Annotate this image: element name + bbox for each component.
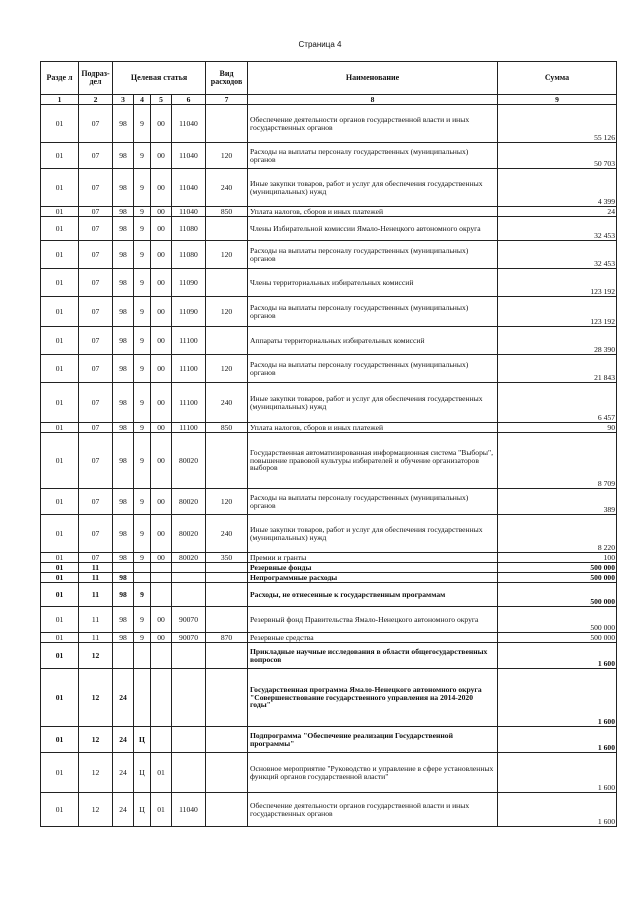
name-cell: Уплата налогов, сборов и иных платежей	[248, 423, 498, 433]
event-cell: 00	[151, 433, 172, 489]
event-cell: 00	[151, 143, 172, 169]
subprogram-cell: 9	[134, 217, 151, 241]
name-cell: Подпрограмма "Обеспечение реализации Государственной программы"	[248, 727, 498, 753]
razdel-cell: 01	[41, 297, 79, 327]
sum-cell: 21 843	[498, 355, 617, 383]
subprogram-cell: 9	[134, 327, 151, 355]
razdel-cell: 01	[41, 573, 79, 583]
razdel-cell: 01	[41, 169, 79, 207]
podrazdel-cell: 12	[79, 727, 113, 753]
column-number: 6	[172, 95, 206, 105]
table-row	[41, 643, 617, 669]
subprogram-cell	[134, 669, 151, 727]
sum-cell: 24	[498, 207, 617, 217]
subprogram-cell: 9	[134, 583, 151, 607]
razdel-cell: 01	[41, 607, 79, 633]
program-cell: 98	[113, 515, 134, 553]
direction-cell: 11040	[172, 169, 206, 207]
direction-cell: 11040	[172, 143, 206, 169]
subprogram-cell: 9	[134, 633, 151, 643]
event-cell: 00	[151, 489, 172, 515]
name-cell: Премии и гранты	[248, 553, 498, 563]
expense-type-cell	[206, 269, 248, 297]
expense-type-cell: 350	[206, 553, 248, 563]
event-cell: 00	[151, 327, 172, 355]
expense-type-cell: 850	[206, 207, 248, 217]
subprogram-cell: 9	[134, 207, 151, 217]
column-number: 2	[79, 95, 113, 105]
event-cell: 00	[151, 269, 172, 297]
podrazdel-cell: 12	[79, 643, 113, 669]
expense-type-cell	[206, 643, 248, 669]
event-cell	[151, 643, 172, 669]
podrazdel-cell: 11	[79, 573, 113, 583]
sum-cell: 32 453	[498, 217, 617, 241]
expense-type-cell: 240	[206, 169, 248, 207]
program-cell: 98	[113, 355, 134, 383]
name-cell: Расходы на выплаты персоналу государственных (муниципальных) органов	[248, 489, 498, 515]
program-cell: 98	[113, 573, 134, 583]
podrazdel-cell: 11	[79, 607, 113, 633]
subprogram-cell: 9	[134, 423, 151, 433]
expense-type-cell	[206, 793, 248, 827]
event-cell: 00	[151, 105, 172, 143]
podrazdel-cell: 07	[79, 297, 113, 327]
table-row	[41, 355, 617, 383]
podrazdel-cell: 07	[79, 217, 113, 241]
program-cell: 98	[113, 327, 134, 355]
name-cell: Резервный фонд Правительства Ямало-Ненецкого автономного округа	[248, 607, 498, 633]
event-cell: 00	[151, 607, 172, 633]
sum-cell: 1 600	[498, 753, 617, 793]
direction-cell	[172, 727, 206, 753]
event-cell	[151, 727, 172, 753]
subprogram-cell: 9	[134, 553, 151, 563]
program-cell: 98	[113, 169, 134, 207]
razdel-cell: 01	[41, 753, 79, 793]
razdel-cell: 01	[41, 633, 79, 643]
column-number: 1	[41, 95, 79, 105]
name-cell: Члены территориальных избирательных комиссий	[248, 269, 498, 297]
event-cell: 00	[151, 553, 172, 563]
direction-cell: 11100	[172, 355, 206, 383]
subprogram-cell: 9	[134, 355, 151, 383]
name-cell: Иные закупки товаров, работ и услуг для обеспечения государственных (муниципальных) нужд	[248, 169, 498, 207]
program-cell: 98	[113, 583, 134, 607]
program-cell: 98	[113, 207, 134, 217]
table-row	[41, 105, 617, 143]
program-cell: 98	[113, 423, 134, 433]
table-row	[41, 583, 617, 607]
sum-cell: 500 000	[498, 607, 617, 633]
podrazdel-cell: 07	[79, 241, 113, 269]
direction-cell: 90070	[172, 607, 206, 633]
direction-cell	[172, 753, 206, 793]
subprogram-cell: 9	[134, 241, 151, 269]
table-row	[41, 327, 617, 355]
sum-cell: 8 220	[498, 515, 617, 553]
column-number: 3	[113, 95, 134, 105]
expense-type-cell: 240	[206, 515, 248, 553]
table-row	[41, 669, 617, 727]
sum-cell: 100	[498, 553, 617, 563]
podrazdel-cell: 11	[79, 633, 113, 643]
razdel-cell: 01	[41, 207, 79, 217]
razdel-cell: 01	[41, 643, 79, 669]
expense-type-cell: 240	[206, 383, 248, 423]
event-cell: 00	[151, 297, 172, 327]
razdel-cell: 01	[41, 489, 79, 515]
subprogram-cell: 9	[134, 433, 151, 489]
sum-cell: 1 600	[498, 643, 617, 669]
razdel-cell: 01	[41, 727, 79, 753]
program-cell: 98	[113, 433, 134, 489]
direction-cell: 11090	[172, 269, 206, 297]
direction-cell: 11090	[172, 297, 206, 327]
column-number: 4	[134, 95, 151, 105]
direction-cell	[172, 643, 206, 669]
razdel-cell: 01	[41, 383, 79, 423]
expense-type-cell	[206, 563, 248, 573]
program-cell: 24	[113, 727, 134, 753]
name-cell: Иные закупки товаров, работ и услуг для обеспечения государственных (муниципальных) нужд	[248, 515, 498, 553]
table-row	[41, 727, 617, 753]
name-cell: Обеспечение деятельности органов государственной власти и иных государственных органов	[248, 793, 498, 827]
subprogram-cell: 9	[134, 269, 151, 297]
sum-cell: 1 600	[498, 793, 617, 827]
podrazdel-cell: 07	[79, 423, 113, 433]
event-cell: 01	[151, 753, 172, 793]
sum-cell: 1 600	[498, 669, 617, 727]
event-cell	[151, 563, 172, 573]
direction-cell: 11100	[172, 423, 206, 433]
subprogram-cell: 9	[134, 105, 151, 143]
sum-cell: 6 457	[498, 383, 617, 423]
expense-type-cell: 120	[206, 297, 248, 327]
program-cell: 24	[113, 669, 134, 727]
name-cell: Уплата налогов, сборов и иных платежей	[248, 207, 498, 217]
table-row	[41, 433, 617, 489]
razdel-cell: 01	[41, 793, 79, 827]
name-cell: Расходы, не отнесенные к государственным программам	[248, 583, 498, 607]
name-cell: Прикладные научные исследования в области общегосударственных вопросов	[248, 643, 498, 669]
name-cell: Расходы на выплаты персоналу государственных (муниципальных) органов	[248, 355, 498, 383]
event-cell	[151, 573, 172, 583]
razdel-cell: 01	[41, 669, 79, 727]
name-cell: Расходы на выплаты персоналу государственных (муниципальных) органов	[248, 241, 498, 269]
razdel-cell: 01	[41, 269, 79, 297]
table-row	[41, 241, 617, 269]
podrazdel-cell: 07	[79, 269, 113, 297]
header-sum: Сумма	[498, 62, 617, 95]
sum-cell: 4 399	[498, 169, 617, 207]
table-row	[41, 563, 617, 573]
table-row	[41, 207, 617, 217]
table-row	[41, 573, 617, 583]
event-cell: 00	[151, 169, 172, 207]
sum-cell: 123 192	[498, 269, 617, 297]
table-row	[41, 753, 617, 793]
expense-type-cell: 120	[206, 489, 248, 515]
column-number: 9	[498, 95, 617, 105]
direction-cell: 11040	[172, 105, 206, 143]
sum-cell: 500 000	[498, 583, 617, 607]
program-cell	[113, 643, 134, 669]
column-number: 8	[248, 95, 498, 105]
program-cell: 98	[113, 607, 134, 633]
expense-type-cell	[206, 583, 248, 607]
podrazdel-cell: 07	[79, 327, 113, 355]
event-cell	[151, 583, 172, 607]
sum-cell: 123 192	[498, 297, 617, 327]
name-cell: Обеспечение деятельности органов государственной власти и иных государственных органов	[248, 105, 498, 143]
program-cell: 98	[113, 489, 134, 515]
razdel-cell: 01	[41, 355, 79, 383]
name-cell: Государственная автоматизированная информационная система "Выборы", повышение правовой культуры избирателей и обучение организаторов выборов	[248, 433, 498, 489]
program-cell: 98	[113, 217, 134, 241]
podrazdel-cell: 07	[79, 355, 113, 383]
razdel-cell: 01	[41, 583, 79, 607]
event-cell: 00	[151, 355, 172, 383]
expense-type-cell: 120	[206, 143, 248, 169]
name-cell: Основное мероприятие "Руководство и управление в сфере установленных функций органов государственной власти"	[248, 753, 498, 793]
sum-cell: 55 126	[498, 105, 617, 143]
sum-cell: 1 600	[498, 727, 617, 753]
direction-cell: 90070	[172, 633, 206, 643]
expense-type-cell	[206, 669, 248, 727]
razdel-cell: 01	[41, 433, 79, 489]
table-row	[41, 633, 617, 643]
table-row	[41, 793, 617, 827]
podrazdel-cell: 07	[79, 105, 113, 143]
podrazdel-cell: 07	[79, 553, 113, 563]
name-cell: Государственная программа Ямало-Ненецкого автономного округа "Совершенствование государственного управления на 2014-2020 годы"	[248, 669, 498, 727]
table-row	[41, 169, 617, 207]
subprogram-cell	[134, 563, 151, 573]
table-row	[41, 515, 617, 553]
direction-cell	[172, 583, 206, 607]
razdel-cell: 01	[41, 515, 79, 553]
event-cell: 00	[151, 633, 172, 643]
table-row	[41, 383, 617, 423]
program-cell: 98	[113, 383, 134, 423]
sum-cell: 500 000	[498, 633, 617, 643]
podrazdel-cell: 12	[79, 669, 113, 727]
subprogram-cell: 9	[134, 383, 151, 423]
direction-cell: 11100	[172, 327, 206, 355]
expense-type-cell	[206, 753, 248, 793]
program-cell: 24	[113, 753, 134, 793]
event-cell: 00	[151, 423, 172, 433]
podrazdel-cell: 07	[79, 433, 113, 489]
sum-cell: 389	[498, 489, 617, 515]
subprogram-cell: 9	[134, 489, 151, 515]
subprogram-cell: 9	[134, 143, 151, 169]
table-row	[41, 217, 617, 241]
subprogram-cell: Ц	[134, 793, 151, 827]
program-cell: 98	[113, 633, 134, 643]
direction-cell	[172, 573, 206, 583]
sum-cell: 90	[498, 423, 617, 433]
expense-type-cell	[206, 607, 248, 633]
header-podrazdel: Подраз- дел	[79, 62, 113, 95]
program-cell: 98	[113, 105, 134, 143]
podrazdel-cell: 07	[79, 169, 113, 207]
razdel-cell: 01	[41, 327, 79, 355]
column-number-row	[41, 95, 617, 105]
direction-cell	[172, 669, 206, 727]
podrazdel-cell: 12	[79, 793, 113, 827]
expense-type-cell	[206, 217, 248, 241]
name-cell: Члены Избирательной комиссии Ямало-Ненецкого автономного округа	[248, 217, 498, 241]
name-cell: Резервные средства	[248, 633, 498, 643]
podrazdel-cell: 12	[79, 753, 113, 793]
podrazdel-cell: 07	[79, 383, 113, 423]
program-cell: 98	[113, 241, 134, 269]
budget-table	[40, 61, 617, 827]
event-cell: 01	[151, 793, 172, 827]
razdel-cell: 01	[41, 143, 79, 169]
direction-cell: 80020	[172, 515, 206, 553]
razdel-cell: 01	[41, 423, 79, 433]
razdel-cell: 01	[41, 563, 79, 573]
header-target-article: Целевая статья	[113, 62, 206, 95]
podrazdel-cell: 07	[79, 143, 113, 169]
subprogram-cell: Ц	[134, 753, 151, 793]
sum-cell: 8 709	[498, 433, 617, 489]
header-razdel: Разде л	[41, 62, 79, 95]
sum-cell: 32 453	[498, 241, 617, 269]
expense-type-cell	[206, 727, 248, 753]
razdel-cell: 01	[41, 553, 79, 563]
expense-type-cell: 850	[206, 423, 248, 433]
razdel-cell: 01	[41, 105, 79, 143]
subprogram-cell: 9	[134, 515, 151, 553]
name-cell: Расходы на выплаты персоналу государственных (муниципальных) органов	[248, 143, 498, 169]
expense-type-cell: 870	[206, 633, 248, 643]
podrazdel-cell: 07	[79, 207, 113, 217]
razdel-cell: 01	[41, 217, 79, 241]
subprogram-cell: 9	[134, 607, 151, 633]
direction-cell: 80020	[172, 553, 206, 563]
program-cell: 98	[113, 553, 134, 563]
program-cell: 98	[113, 143, 134, 169]
event-cell: 00	[151, 217, 172, 241]
table-row	[41, 489, 617, 515]
header-row	[41, 62, 617, 95]
podrazdel-cell: 07	[79, 489, 113, 515]
header-name: Наименование	[248, 62, 498, 95]
direction-cell: 80020	[172, 489, 206, 515]
podrazdel-cell: 07	[79, 515, 113, 553]
direction-cell: 11080	[172, 217, 206, 241]
event-cell: 00	[151, 515, 172, 553]
program-cell	[113, 563, 134, 573]
expense-type-cell	[206, 105, 248, 143]
header-vid-rashodov: Вид расходов	[206, 62, 248, 95]
table-row	[41, 423, 617, 433]
expense-type-cell: 120	[206, 355, 248, 383]
name-cell: Расходы на выплаты персоналу государственных (муниципальных) органов	[248, 297, 498, 327]
table-row	[41, 607, 617, 633]
name-cell: Резервные фонды	[248, 563, 498, 573]
table-body	[41, 105, 617, 827]
program-cell: 98	[113, 269, 134, 297]
column-number: 7	[206, 95, 248, 105]
razdel-cell: 01	[41, 241, 79, 269]
table-row	[41, 297, 617, 327]
name-cell: Непрограммные расходы	[248, 573, 498, 583]
expense-type-cell: 120	[206, 241, 248, 269]
program-cell: 24	[113, 793, 134, 827]
direction-cell: 11080	[172, 241, 206, 269]
podrazdel-cell: 11	[79, 583, 113, 607]
name-cell: Аппараты территориальных избирательных комиссий	[248, 327, 498, 355]
event-cell: 00	[151, 241, 172, 269]
program-cell: 98	[113, 297, 134, 327]
expense-type-cell	[206, 433, 248, 489]
direction-cell: 80020	[172, 433, 206, 489]
direction-cell: 11040	[172, 793, 206, 827]
sum-cell: 500 000	[498, 573, 617, 583]
name-cell: Иные закупки товаров, работ и услуг для обеспечения государственных (муниципальных) нужд	[248, 383, 498, 423]
page-label: Страница 4	[298, 40, 342, 49]
sum-cell: 28 390	[498, 327, 617, 355]
event-cell: 00	[151, 383, 172, 423]
event-cell	[151, 669, 172, 727]
expense-type-cell	[206, 327, 248, 355]
podrazdel-cell: 11	[79, 563, 113, 573]
sum-cell: 500 000	[498, 563, 617, 573]
table-row	[41, 553, 617, 563]
direction-cell: 11040	[172, 207, 206, 217]
subprogram-cell: 9	[134, 297, 151, 327]
direction-cell	[172, 563, 206, 573]
subprogram-cell: 9	[134, 169, 151, 207]
event-cell: 00	[151, 207, 172, 217]
expense-type-cell	[206, 573, 248, 583]
table-row	[41, 143, 617, 169]
subprogram-cell	[134, 573, 151, 583]
sum-cell: 50 703	[498, 143, 617, 169]
direction-cell: 11100	[172, 383, 206, 423]
subprogram-cell: Ц	[134, 727, 151, 753]
column-number: 5	[151, 95, 172, 105]
table-row	[41, 269, 617, 297]
subprogram-cell	[134, 643, 151, 669]
